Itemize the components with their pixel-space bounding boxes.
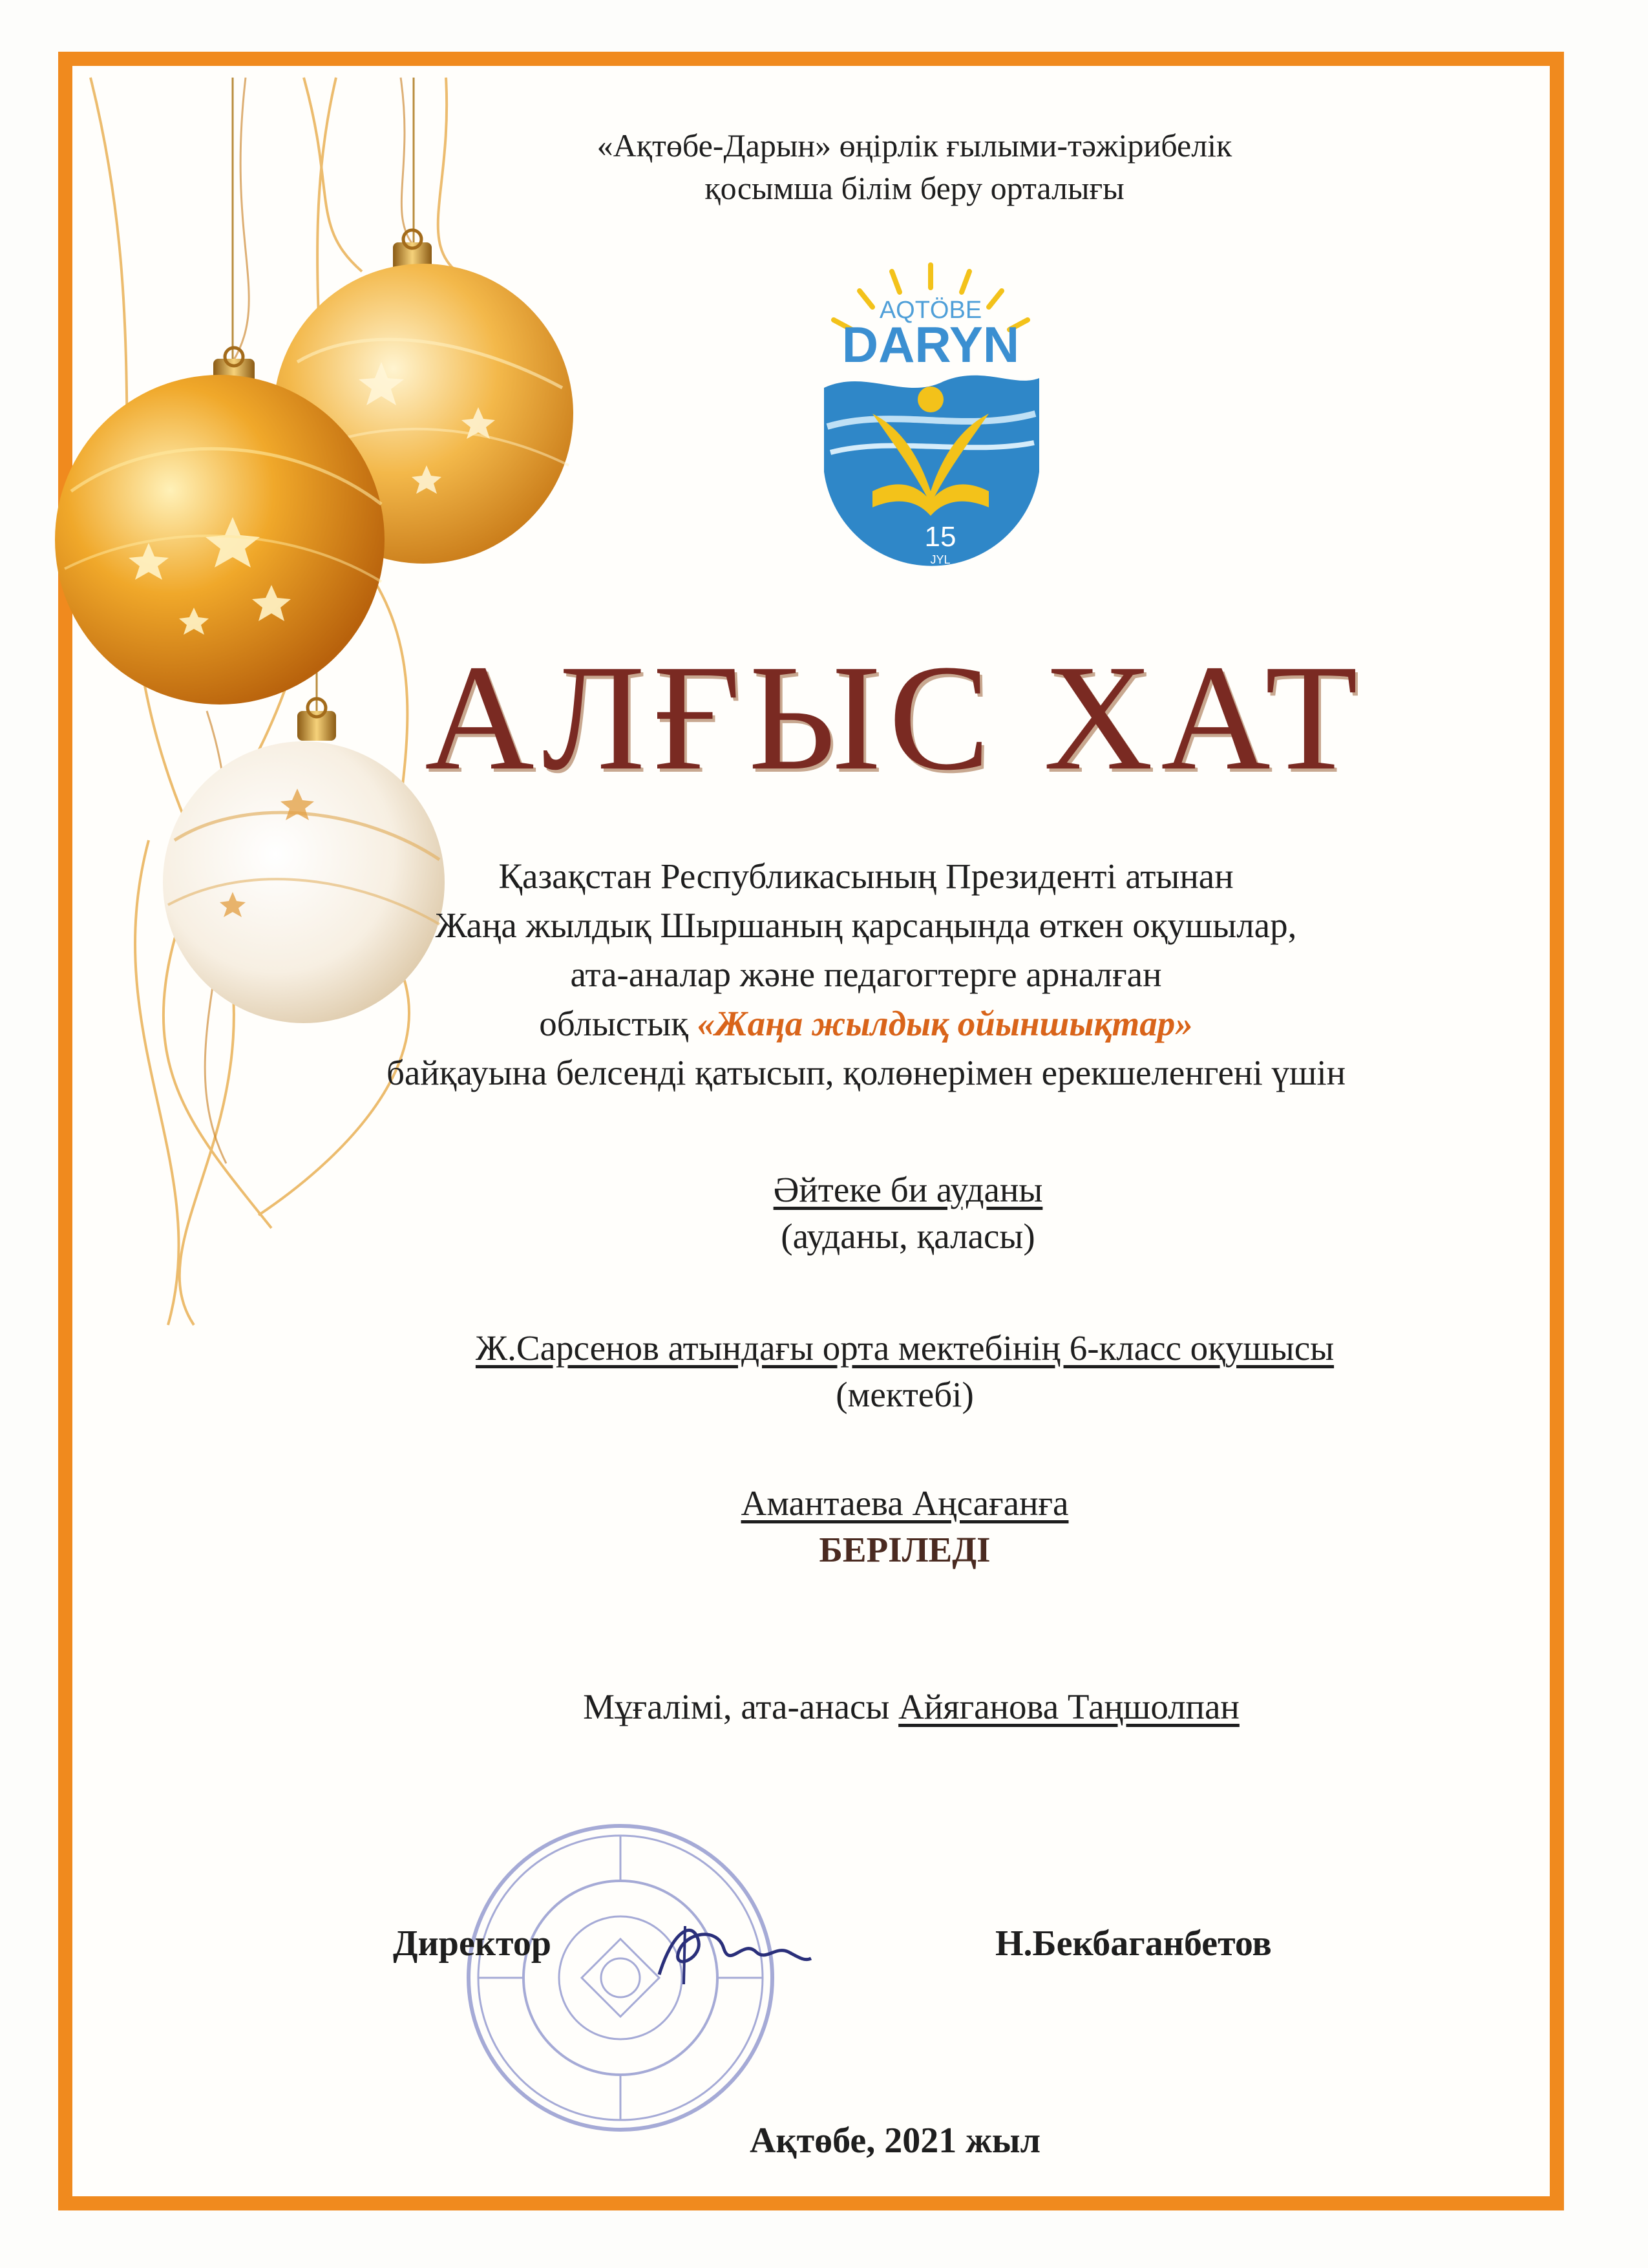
body-line2: Жаңа жылдық Шыршаның қарсаңында өткен оқушылар, bbox=[435, 905, 1297, 945]
recipient-block bbox=[0, 1480, 1648, 1573]
logo-main-text: DARYN bbox=[841, 316, 1020, 373]
organization-name-line1: «Ақтөбе-Дарын» өңірлік ғылыми-тәжірибелік bbox=[597, 127, 1232, 164]
district-block bbox=[0, 1167, 1648, 1259]
district-value: Әйтеке би ауданы bbox=[773, 1170, 1043, 1209]
school-caption: (мектебі) bbox=[836, 1374, 974, 1414]
director-name: Н.Бекбаганбетов bbox=[995, 1924, 1272, 1964]
district-caption: (ауданы, қаласы) bbox=[781, 1216, 1035, 1256]
body-line4 bbox=[84, 999, 1648, 1048]
body-line1: Қазақстан Республикасының Президенті атынан bbox=[498, 856, 1234, 896]
teacher-block bbox=[0, 1684, 1648, 1730]
body-line5: байқауына белсенді қатысып, қолөнерімен ерекшеленгені үшін bbox=[386, 1052, 1346, 1092]
director-signature bbox=[646, 1913, 814, 1997]
logo-anniversary-number: 15 bbox=[924, 521, 956, 553]
school-block bbox=[0, 1325, 1648, 1417]
teacher-name: Айяганова Таңшолпан bbox=[898, 1687, 1240, 1726]
awarded-label: БЕРІЛЕДІ bbox=[819, 1529, 991, 1569]
aqtobe-daryn-logo bbox=[795, 259, 1066, 595]
teacher-label: Мұғалімі, ата-анасы bbox=[583, 1687, 890, 1726]
certificate-title: АЛҒЫС ХАТ bbox=[425, 633, 1366, 801]
recipient-name: Амантаева Аңсағанға bbox=[741, 1483, 1069, 1523]
organization-name-line2: қосымша білім беру орталығы bbox=[704, 170, 1125, 206]
body-line4-prefix: облыстық bbox=[539, 1003, 688, 1043]
certificate-body bbox=[0, 852, 1648, 1097]
logo-top-text: AQTÖBE bbox=[879, 297, 982, 324]
logo-anniversary-unit: JYL bbox=[930, 553, 951, 566]
organization-header bbox=[0, 124, 1648, 209]
contest-name: «Жаңа жылдық ойыншықтар» bbox=[697, 1003, 1193, 1043]
school-value: Ж.Сарсенов атындағы орта мектебінің 6-класс оқушысы bbox=[475, 1328, 1335, 1368]
place-and-year: Ақтөбе, 2021 жыл bbox=[749, 2121, 1041, 2161]
director-label: Директор bbox=[393, 1924, 551, 1964]
body-line3: ата-аналар және педагогтерге арналған bbox=[570, 954, 1162, 994]
